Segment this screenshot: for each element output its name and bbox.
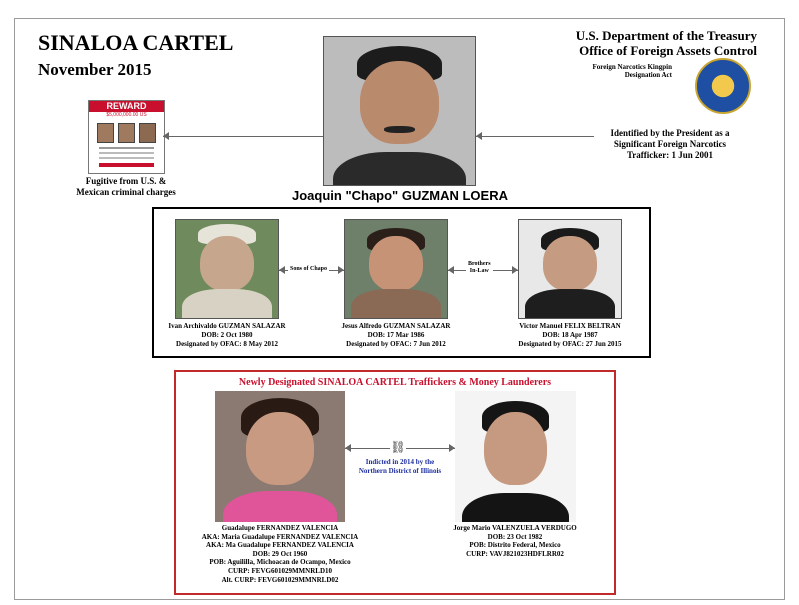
agency-line-1: U.S. Department of the Treasury	[575, 28, 757, 43]
designee-caption-left: Guadalupe FERNANDEZ VALENCIA AKA: Maria Guadalupe FERNANDEZ VALENCIA AKA: Ma Guadalupe FERNANDEZ VALENCIA DOB: 29 Oct 1960 POB: Aguililla, Michoacan de Ocampo, Mexico CURP: FEVG601029MMNRLD10 Alt. CURP: FEVG601029MMNRLD02	[201, 524, 359, 584]
member-caption-2: Jesus Alfredo GUZMAN SALAZAR DOB: 17 Mar 1986 Designated by OFAC: 7 Jun 2012	[341, 322, 451, 348]
relation-brothers: Brothers In-Law	[468, 261, 491, 274]
member-caption-3: Victor Manuel FELIX BELTRAN DOB: 18 Apr 1987 Designated by OFAC: 27 Jun 2015	[518, 322, 622, 348]
poster-amount: $5,000,000.00 US	[106, 112, 147, 118]
member-photo-1	[175, 219, 279, 319]
poster-photo-2	[118, 123, 135, 143]
page-date: November 2015	[38, 60, 152, 79]
page-title: SINALOA CARTEL	[38, 30, 234, 55]
mustache	[384, 126, 414, 133]
reward-poster	[88, 100, 165, 174]
act-line-1: Foreign Narcotics Kingpin	[592, 63, 672, 71]
kingpin-photo	[323, 36, 476, 186]
designee-photo-left	[215, 391, 345, 522]
designee-caption-right: Jorge Mario VALENZUELA VERDUGO DOB: 23 Oct 1982 POB: Distrito Federal, Mexico CURP: VAVJ821023HDFLRR02	[453, 524, 577, 558]
kingpin-name: Joaquin "Chapo" GUZMAN LOERA	[292, 188, 508, 203]
poster-photo-1	[97, 123, 114, 143]
designee-photo-right	[455, 391, 576, 522]
handcuffs-icon: ⛓	[390, 440, 406, 454]
relation-sons: Sons of Chapo	[290, 266, 328, 272]
indicted-note: Indicted in 2014 by the Northern District of Illinois	[358, 458, 442, 475]
act-line-2: Designation Act	[624, 71, 672, 79]
treasury-seal-icon	[695, 58, 751, 114]
member-photo-3	[518, 219, 622, 319]
member-caption-1: Ivan Archivaldo GUZMAN SALAZAR DOB: 2 Oct 1980 Designated by OFAC: 8 May 2012	[168, 322, 286, 348]
connector-left	[163, 136, 323, 137]
new-designations-heading: Newly Designated SINALOA CARTEL Traffickers & Money Launderers	[238, 377, 552, 388]
agency-line-2: Office of Foreign Assets Control	[579, 43, 757, 58]
poster-photo-3	[139, 123, 156, 143]
member-photo-2	[344, 219, 448, 319]
connector-right	[476, 136, 594, 137]
poster-banner: REWARD	[89, 101, 164, 112]
kingpin-note: Identified by the President as a Significant Foreign Narcotics Trafficker: 1 Jun 2001	[610, 128, 730, 160]
fugitive-caption: Fugitive from U.S. & Mexican criminal charges	[76, 176, 176, 197]
